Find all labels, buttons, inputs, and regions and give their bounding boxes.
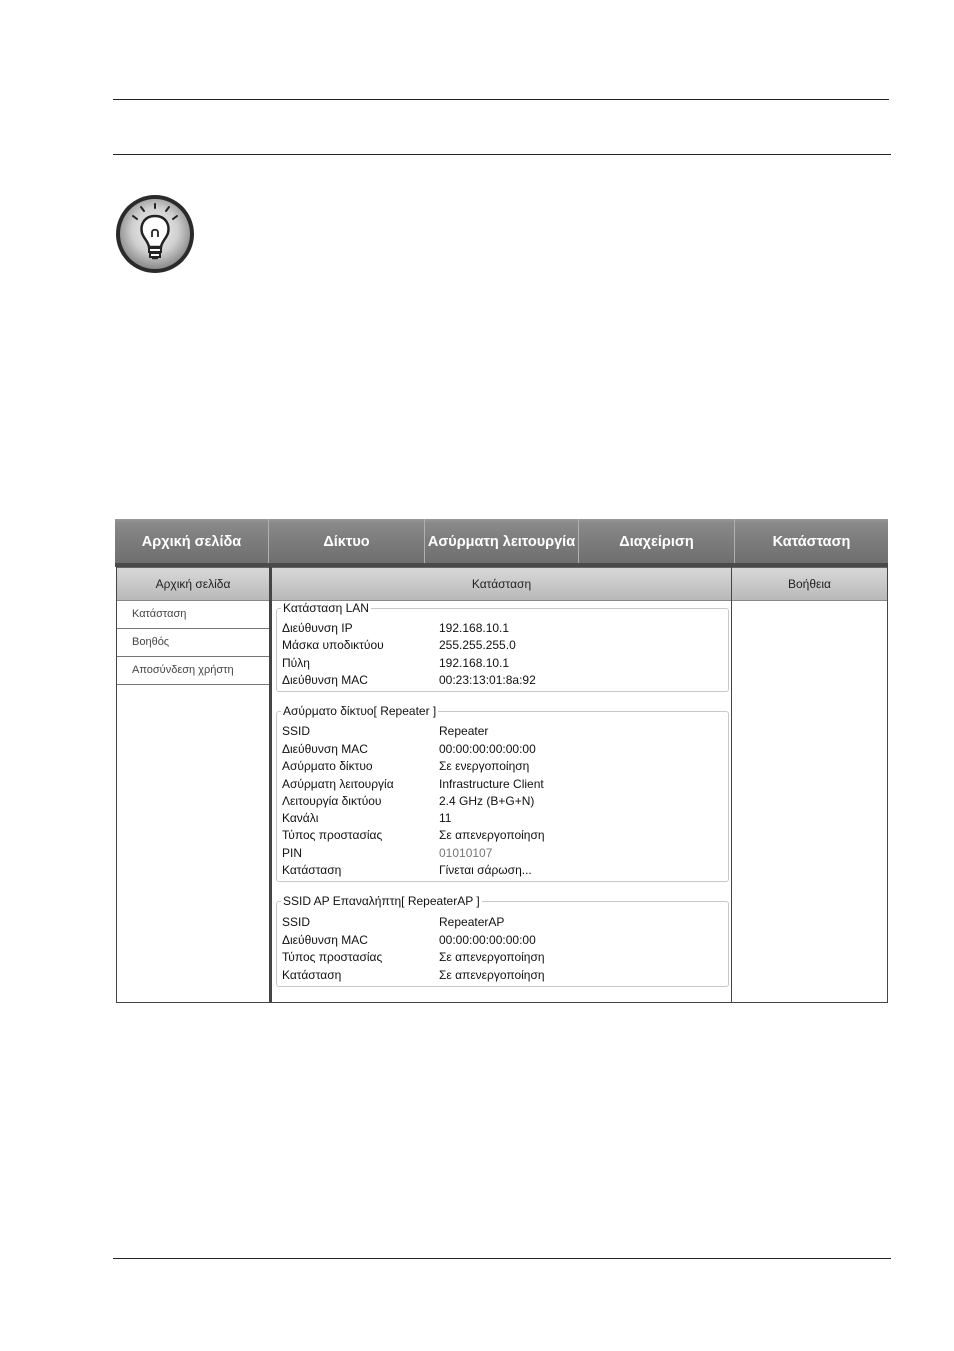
info-label: Ασύρματη λειτουργία [282, 777, 394, 791]
sidebar-menu [117, 601, 269, 685]
info-value: Γίνεται σάρωση... [439, 863, 532, 877]
info-value: Σε απενεργοποίηση [439, 968, 545, 982]
main-panel-title: Κατάσταση [272, 567, 731, 601]
info-label: SSID [282, 724, 311, 738]
info-value: 01010107 [439, 846, 493, 860]
top-navigation [115, 519, 888, 567]
info-label: SSID [282, 915, 311, 929]
info-value: 2.4 GHz (B+G+N) [439, 794, 535, 808]
wireless-status-group [276, 704, 729, 882]
lan-status-group [276, 601, 729, 692]
info-label: Ασύρματο δίκτυο [282, 759, 373, 773]
sidebar-header: Αρχική σελίδα [117, 567, 269, 601]
repeater-ap-group [276, 894, 729, 987]
info-value: Σε απενεργοποίηση [439, 828, 545, 842]
sidebar-item-logout[interactable]: Αποσύνδεση χρήστη [117, 657, 269, 685]
info-label: Πύλη [282, 656, 310, 670]
tab-home[interactable]: Αρχική σελίδα [115, 519, 269, 563]
info-label: Μάσκα υποδικτύου [282, 638, 384, 652]
info-label: Κατάσταση [282, 968, 342, 982]
router-web-ui [115, 519, 888, 1003]
info-label: Διεύθυνση MAC [282, 933, 368, 947]
info-value: 00:00:00:00:00:00 [439, 742, 536, 756]
info-label: Λειτουργία δικτύου [282, 794, 382, 808]
info-value: 11 [439, 811, 452, 825]
lan-status-title: Κατάσταση LAN [283, 601, 369, 615]
info-value: Σε απενεργοποίηση [439, 950, 545, 964]
info-value: 00:00:00:00:00:00 [439, 933, 536, 947]
info-value: Σε ενεργοποίηση [439, 759, 530, 773]
info-label: Τύπος προστασίας [282, 950, 383, 964]
info-value: 255.255.255.0 [439, 638, 516, 652]
repeater-ap-title: SSID AP Επαναλήπτη[ RepeaterAP ] [283, 894, 480, 908]
sidebar-item-status[interactable]: Κατάσταση [117, 601, 269, 629]
wireless-status-title: Ασύρματο δίκτυο[ Repeater ] [283, 704, 437, 718]
footer-rule [113, 1258, 891, 1259]
info-value: 00:23:13:01:8a:92 [439, 673, 536, 687]
header-rule-top [113, 99, 889, 100]
info-label: Τύπος προστασίας [282, 828, 383, 842]
header-rule-bottom [113, 154, 891, 155]
sidebar-item-wizard[interactable]: Βοηθός [117, 629, 269, 657]
info-label: Διεύθυνση MAC [282, 742, 368, 756]
tab-management[interactable]: Διαχείριση [579, 519, 735, 563]
info-label: Κανάλι [282, 811, 319, 825]
help-panel [732, 567, 888, 1003]
info-value: Infrastructure Client [439, 777, 544, 791]
info-value: RepeaterAP [439, 915, 505, 929]
info-label: Κατάσταση [282, 863, 342, 877]
info-value: 192.168.10.1 [439, 656, 510, 670]
help-panel-title: Βοήθεια [732, 567, 887, 601]
info-label: Διεύθυνση MAC [282, 673, 368, 687]
info-label: Διεύθυνση IP [282, 621, 353, 635]
tab-status[interactable]: Κατάσταση [772, 534, 851, 550]
main-panel [270, 567, 733, 1003]
info-label: PIN [282, 846, 303, 860]
tab-wireless[interactable]: Ασύρματη λειτουργία [425, 519, 579, 563]
tab-network[interactable]: Δίκτυο [269, 519, 425, 563]
left-sidebar [116, 567, 270, 1003]
info-value: Repeater [439, 724, 489, 738]
lightbulb-icon [113, 192, 197, 276]
info-value: 192.168.10.1 [439, 621, 510, 635]
